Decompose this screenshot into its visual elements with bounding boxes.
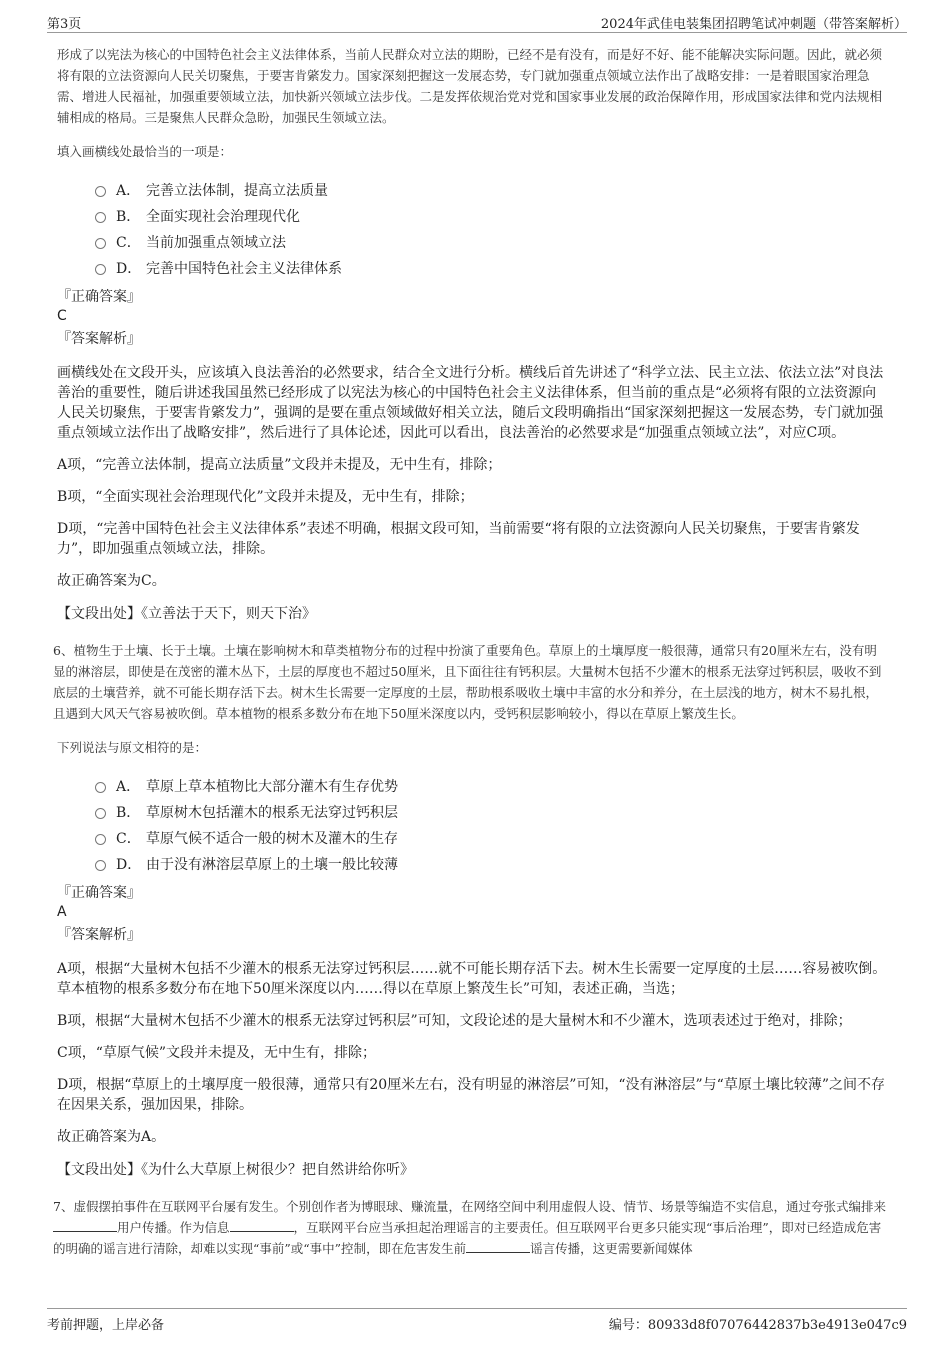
q5-answer: C bbox=[57, 308, 67, 324]
q5-options bbox=[95, 178, 887, 282]
main-content bbox=[53, 44, 887, 1259]
radio-icon[interactable] bbox=[95, 264, 106, 275]
q5-option-a[interactable]: A． 完善立法体制，提高立法质量 bbox=[95, 178, 887, 204]
q5-analysis-b: B项，“全面实现社会治理现代化”文段并未提及，无中生有，排除； bbox=[57, 489, 474, 505]
radio-icon[interactable] bbox=[95, 186, 106, 197]
q6-options bbox=[95, 774, 887, 878]
document-title: 2024年武佳电装集团招聘笔试冲刺题（带答案解析） bbox=[600, 17, 907, 32]
q7-passage: 7、虚假摆拍事件在互联网平台屡有发生。个别创作者为博眼球、赚流量，在网络空间中利用虚假人设、情节、场景等编造不实信息，通过夸张式编排来用户传播。作为信息 ，互联网平台应当承担起治理谣言的主要责任。但互联网平台更多只能实现“事后治理”，即对已经造成危害的明确的谣言进行清除，却难以实现“事前”或“事中”控制，即在危害发生前 谣言传播，这更需要新闻媒体 bbox=[53, 1199, 886, 1256]
q5-analysis-a: A项，“完善立法体制，提高立法质量”文段并未提及，无中生有，排除； bbox=[57, 457, 502, 473]
q5-analysis-d: D项，“完善中国特色社会主义法律体系”表述不明确，根据文段可知，当前需要“将有限的立法资源向人民关切聚焦，于要害肯綮发力”，即加强重点领域立法，排除。 bbox=[57, 521, 860, 557]
q6-option-d[interactable]: D． 由于没有淋溶层草原上的土壤一般比较薄 bbox=[95, 852, 887, 878]
radio-icon[interactable] bbox=[95, 238, 106, 249]
q5-option-c[interactable]: C． 当前加强重点领域立法 bbox=[95, 230, 887, 256]
document-id: 编号：80933d8f07076442837b3e4913e047c9 bbox=[608, 1318, 907, 1333]
page-header bbox=[47, 10, 907, 33]
radio-icon[interactable] bbox=[95, 860, 106, 871]
page-number: 第3页 bbox=[47, 17, 82, 32]
q5-option-d[interactable]: D． 完善中国特色社会主义法律体系 bbox=[95, 256, 887, 282]
q6-analysis-label: 『答案解析』 bbox=[57, 927, 141, 943]
radio-icon[interactable] bbox=[95, 834, 106, 845]
q6-passage: 6、植物生于土壤、长于土壤。土壤在影响树木和草类植物分布的过程中扮演了重要角色。草原上的土壤厚度一般很薄，通常只有20厘米左右，没有明显的淋溶层，即使是在茂密的灌木丛下，土层的厚度也不超过50厘米，且下面往往有钙积层。大量树木包括不少灌木的根系无法穿过钙积层，吸收不到底层的土壤营养，就不可能长期存活下去。树木生长需要一定厚度的土层，帮助根系吸收土壤中丰富的水分和养分，在土层浅的地方，树木不易扎根，且遇到大风天气容易被吹倒。草本植物的根系多数分布在地下50厘米深度以内，受钙积层影响较小，得以在草原上繁茂生长。 bbox=[53, 643, 882, 721]
q6-answer-label: 『正确答案』 bbox=[57, 885, 141, 901]
radio-icon[interactable] bbox=[95, 808, 106, 819]
q6-analysis-b: B项，根据“大量树木包括不少灌木的根系无法穿过钙积层”可知，文段论述的是大量树木和不少灌木，选项表述过于绝对，排除； bbox=[57, 1013, 852, 1029]
fill-blank bbox=[466, 1240, 530, 1253]
radio-icon[interactable] bbox=[95, 212, 106, 223]
q5-passage: 形成了以宪法为核心的中国特色社会主义法律体系，当前人民群众对立法的期盼，已经不是有没有，而是好不好、能不能解决实际问题。因此，就必须将有限的立法资源向人民关切聚焦，于要害肯綮发力。国家深刻把握这一发展态势，专门就加强重点领域立法作出了战略安排：一是着眼国家治理急需、增进人民福祉，加强重要领域立法，加快新兴领域立法步伐。二是发挥依规治党对党和国家事业发展的政治保障作用，形成国家法律和党内法规相辅相成的格局。三是聚焦人民群众急盼，加强民生领域立法。 bbox=[57, 47, 883, 125]
q5-answer-label: 『正确答案』 bbox=[57, 289, 141, 305]
q6-answer: A bbox=[57, 904, 67, 920]
fill-blank bbox=[230, 1219, 294, 1232]
q5-prompt: 填入画横线处最恰当的一项是： bbox=[57, 144, 233, 159]
q5-source: 【文段出处】《立善法于天下，则天下治》 bbox=[57, 606, 316, 622]
page-footer bbox=[47, 1308, 907, 1331]
q6-source: 【文段出处】《为什么大草原上树很少？把自然讲给你听》 bbox=[57, 1162, 414, 1178]
footer-slogan: 考前押题，上岸必备 bbox=[47, 1318, 165, 1333]
q5-conclusion: 故正确答案为C。 bbox=[57, 573, 166, 589]
q6-option-c[interactable]: C． 草原气候不适合一般的树木及灌木的生存 bbox=[95, 826, 887, 852]
q6-analysis-c: C项，“草原气候”文段并未提及，无中生有，排除； bbox=[57, 1045, 377, 1061]
q6-analysis-a: A项，根据“大量树木包括不少灌木的根系无法穿过钙积层……就不可能长期存活下去。树木生长需要一定厚度的土层……容易被吹倒。草本植物的根系多数分布在地下50厘米深度以内……得以在草原上繁茂生长”可知，表述正确，当选； bbox=[57, 961, 887, 997]
q5-analysis-main: 画横线处在文段开头，应该填入良法善治的必然要求，结合全文进行分析。横线后首先讲述了“科学立法、民主立法、依法立法”对良法善治的重要性，随后讲述我国虽然已经形成了以宪法为核心的中国特色社会主义法律体系，但当前的重点是“必须将有限的立法资源向人民关切聚焦，于要害肯綮发力”，强调的是要在重点领域做好相关立法，随后文段明确指出“国家深刻把握这一发展态势，专门就加强重点领域立法作出了战略安排”，然后进行了具体论述，因此可以看出，良法善治的必然要求是“加强重点领域立法”，对应C项。 bbox=[57, 365, 884, 441]
q6-prompt: 下列说法与原文相符的是： bbox=[57, 740, 208, 755]
q5-option-b[interactable]: B． 全面实现社会治理现代化 bbox=[95, 204, 887, 230]
q6-option-b[interactable]: B． 草原树木包括灌木的根系无法穿过钙积层 bbox=[95, 800, 887, 826]
radio-icon[interactable] bbox=[95, 782, 106, 793]
q6-analysis-d: D项，根据“草原上的土壤厚度一般很薄，通常只有20厘米左右，没有明显的淋溶层”可知，“没有淋溶层”与“草原土壤比较薄”之间不存在因果关系，强加因果，排除。 bbox=[57, 1077, 885, 1113]
q6-conclusion: 故正确答案为A。 bbox=[57, 1129, 166, 1145]
fill-blank bbox=[53, 1219, 117, 1232]
q5-analysis-label: 『答案解析』 bbox=[57, 331, 141, 347]
q6-option-a[interactable]: A． 草原上草本植物比大部分灌木有生存优势 bbox=[95, 774, 887, 800]
